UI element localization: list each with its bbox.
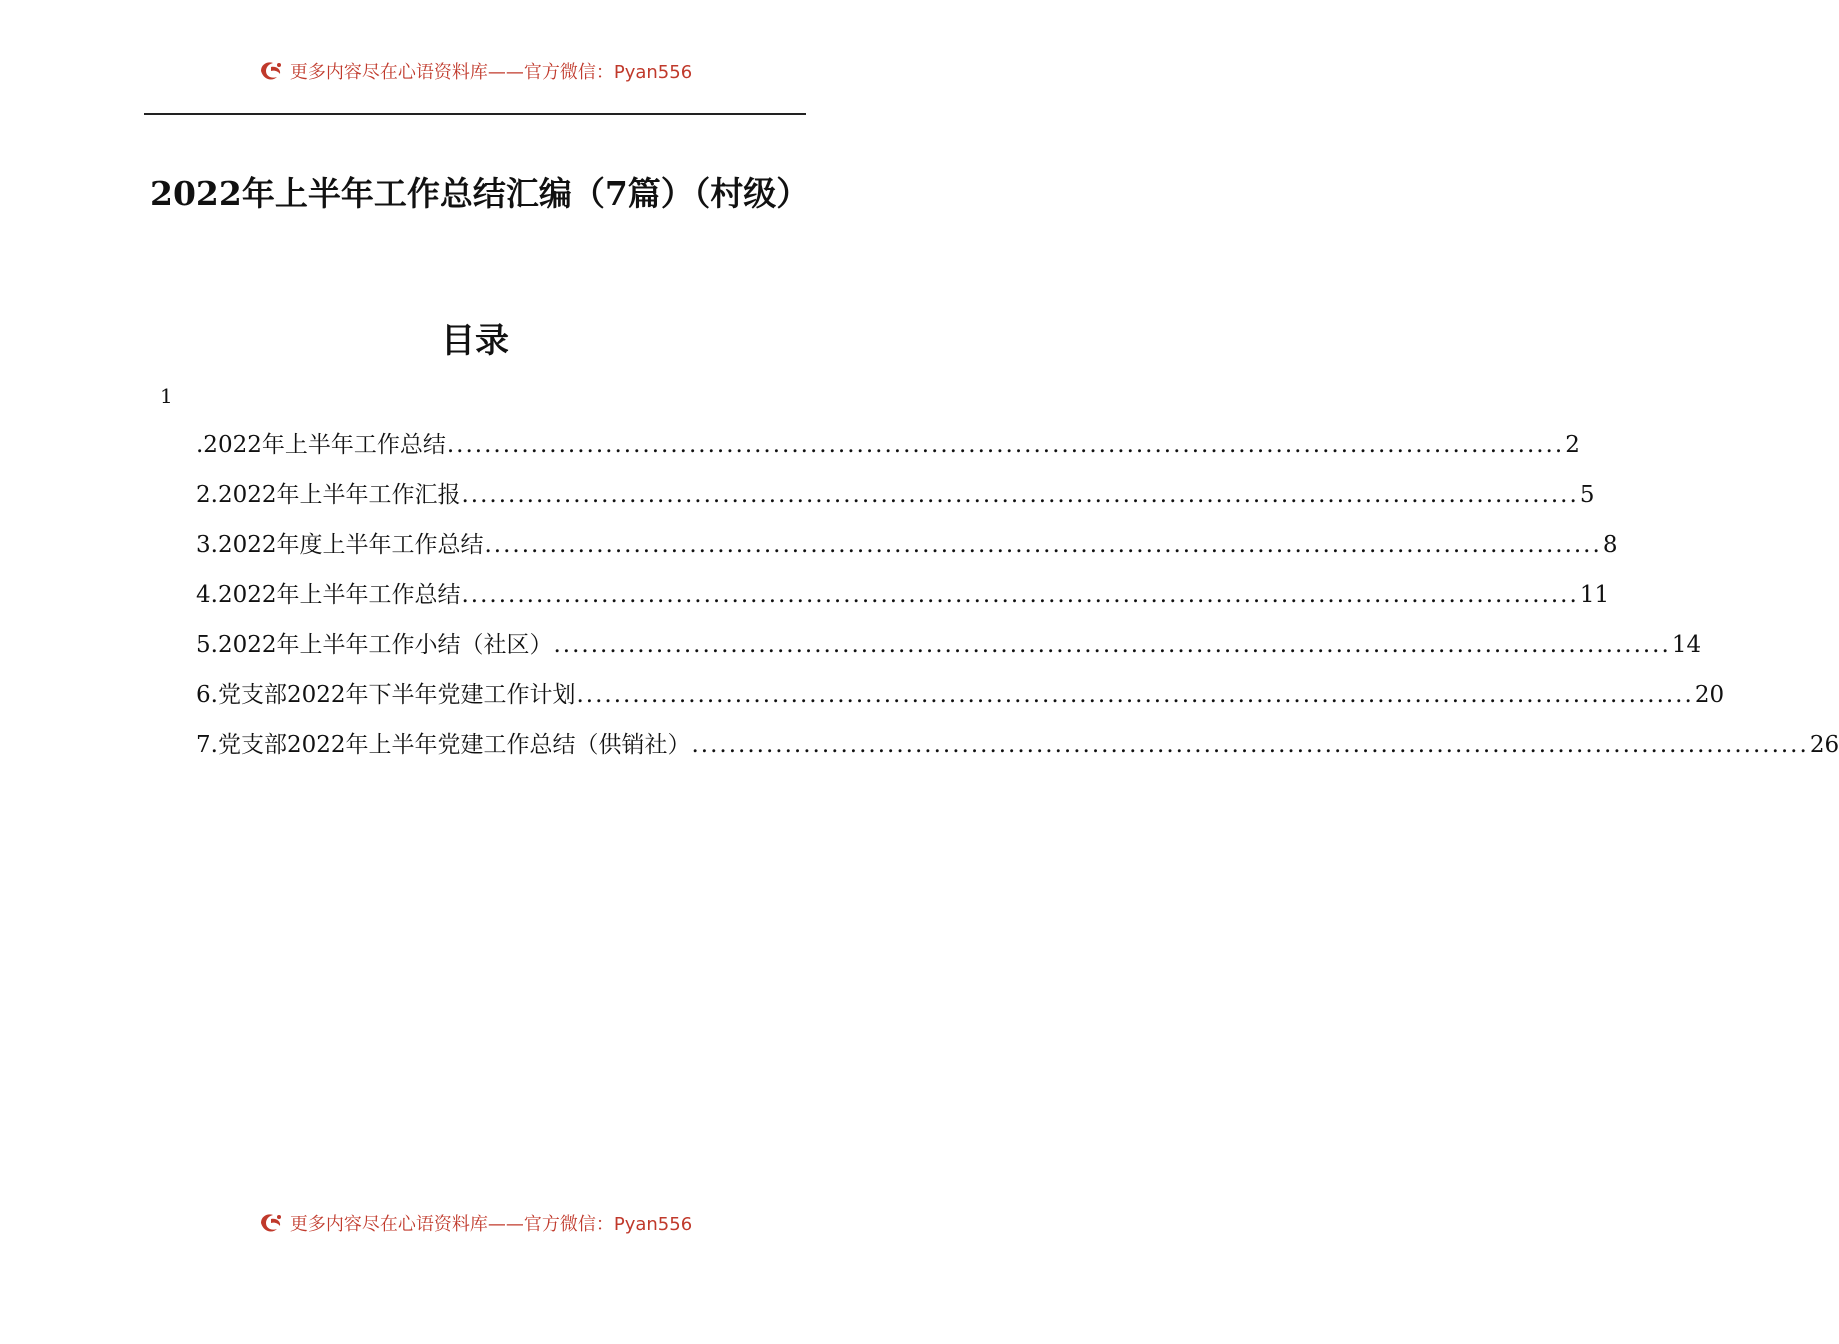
toc-entry[interactable]: [196, 676, 1725, 726]
toc-leader-dots: ........................................................................................................................: [484, 532, 1602, 558]
toc-entry-page: 2: [1565, 432, 1580, 458]
toc-entry[interactable]: [196, 526, 1618, 576]
header-watermark-banner: [0, 56, 950, 86]
toc-leader-dots: ........................................................................................................................: [461, 582, 1579, 608]
toc-entry-page: 8: [1602, 532, 1618, 558]
toc-entry-title: 6.党支部2022年下半年党建工作计划: [196, 682, 576, 708]
footer-watermark-banner: [0, 1208, 950, 1238]
toc-leader-dots: ........................................................................................................................: [576, 682, 1694, 708]
toc-leader-dots: ........................................................................................................................: [691, 732, 1809, 758]
toc-entry-page: 11: [1579, 582, 1610, 608]
toc-entry-title: 2.2022年上半年工作汇报: [196, 482, 461, 508]
toc-entry-title: .2022年上半年工作总结: [196, 432, 446, 458]
xinyu-logo-icon: [258, 59, 284, 83]
toc-entry-page: 20: [1694, 682, 1725, 708]
toc-leader-dots: ........................................................................................................................: [553, 632, 1671, 658]
xinyu-logo-icon: [258, 1211, 284, 1235]
toc-entry[interactable]: [196, 476, 1595, 526]
toc-heading: 目录: [441, 321, 509, 361]
toc-entry-title: 5.2022年上半年工作小结（社区）: [196, 632, 553, 658]
toc-entry-page: 26: [1809, 732, 1839, 758]
document-title: 2022年上半年工作总结汇编（7篇）（村级）: [150, 174, 810, 213]
toc-leader-dots: ........................................................................................................................: [446, 432, 1565, 458]
toc-entry-title: 4.2022年上半年工作总结: [196, 582, 461, 608]
header-divider: [144, 113, 806, 115]
toc-leader-dots: ........................................................................................................................: [461, 482, 1579, 508]
toc-entry[interactable]: [196, 726, 1839, 776]
toc-entry[interactable]: [196, 576, 1610, 626]
toc-entry-title: 7.党支部2022年上半年党建工作总结（供销社）: [196, 732, 691, 758]
table-of-contents: [196, 426, 1839, 776]
toc-entry[interactable]: [196, 626, 1702, 676]
toc-entry[interactable]: [196, 426, 1580, 476]
banner-text: 更多内容尽在心语资料库——官方微信：Pyan556: [289, 62, 693, 83]
toc-list-marker: 1: [160, 384, 173, 408]
toc-entry-title: 3.2022年度上半年工作总结: [196, 532, 484, 558]
banner-text: 更多内容尽在心语资料库——官方微信：Pyan556: [289, 1214, 693, 1235]
toc-entry-page: 5: [1579, 482, 1595, 508]
toc-entry-page: 14: [1671, 632, 1702, 658]
